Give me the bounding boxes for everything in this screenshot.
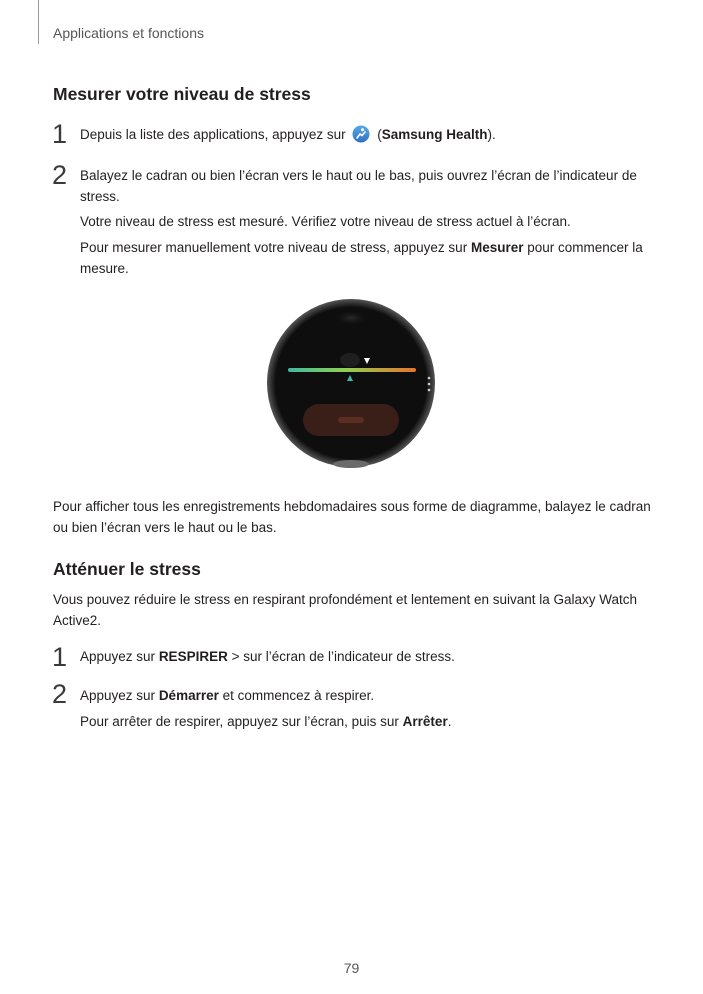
step-text: Balayez le cadran ou bien l’écran vers le haut ou le bas, puis ouvrez l’écran de l’indicateur de stress.	[80, 168, 637, 204]
top-glow	[333, 310, 369, 326]
measure-label: Mesurer	[470, 240, 524, 255]
step-note	[80, 237, 650, 279]
section-title-measure-stress: Mesurer votre niveau de stress	[53, 84, 311, 104]
more-options-dot	[428, 383, 431, 386]
step-text	[80, 685, 650, 706]
stress-icon	[340, 353, 360, 367]
bottom-indicator	[333, 460, 369, 468]
step-text-post: et commencez à respirer.	[222, 688, 375, 703]
step-text-pre: Depuis la liste des applications, appuyez sur	[80, 127, 346, 142]
note-post: pour commencer la mesure.	[80, 240, 643, 276]
note-pre: Pour mesurer manuellement votre niveau de stress, appuyez sur	[80, 240, 468, 255]
app-name: Samsung Health	[381, 127, 488, 142]
samsung-health-icon	[352, 125, 370, 143]
section-intro: Vous pouvez réduire le stress en respirant profondément et lentement en suivant la Galaxy Watch Active2.	[53, 592, 638, 628]
stress-gauge-bar	[288, 368, 416, 372]
note-pre: Pour arrêter de respirer, appuyez sur l’écran, puis sur	[80, 714, 399, 729]
stop-label: Arrêter	[402, 714, 448, 729]
step-number: 2	[52, 679, 68, 709]
step-text	[80, 646, 650, 667]
step-note	[80, 711, 650, 732]
section-title-reduce-stress: Atténuer le stress	[53, 559, 201, 579]
figure-caption-text: Pour afficher tous les enregistrements hebdomadaires sous forme de diagramme, balayez le cadran ou bien l’écran vers le haut ou le bas.	[53, 499, 651, 535]
step-number: 1	[52, 642, 68, 672]
step-number: 2	[52, 160, 68, 190]
step-note: Votre niveau de stress est mesuré. Vérifiez votre niveau de stress actuel à l’écran.	[80, 214, 571, 229]
more-options-dot	[428, 389, 431, 392]
page-number: 79	[343, 960, 360, 976]
paren: (	[377, 127, 382, 142]
step-text-post: ).	[487, 127, 496, 142]
measure-button-label-placeholder	[338, 417, 364, 423]
margin-rule	[38, 0, 39, 44]
step-text-pre: Appuyez sur	[80, 688, 156, 703]
watch-screen-figure	[266, 298, 436, 468]
step-text-post: > sur l’écran de l’indicateur de stress.	[231, 649, 455, 664]
step-text	[80, 124, 650, 145]
more-options-icon[interactable]	[428, 377, 431, 380]
note-post: .	[447, 714, 452, 729]
running-title: Applications et fonctions	[53, 25, 204, 41]
breathe-label: RESPIRER	[158, 649, 228, 664]
step-text-pre: Appuyez sur	[80, 649, 156, 664]
step-number: 1	[52, 119, 68, 149]
start-label: Démarrer	[158, 688, 219, 703]
